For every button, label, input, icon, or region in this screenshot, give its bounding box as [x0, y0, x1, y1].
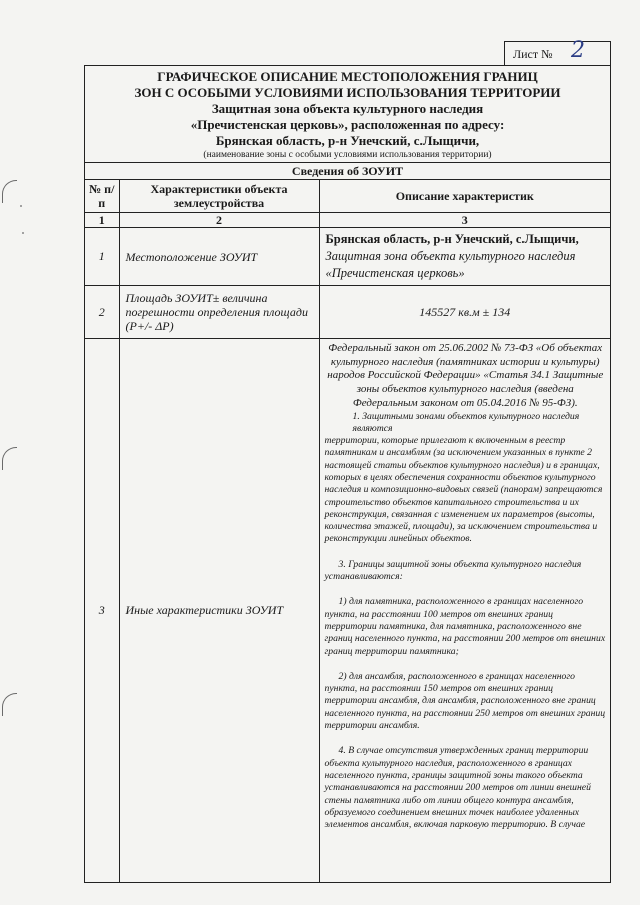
- document-frame: [84, 65, 611, 883]
- binder-hole-mark: [2, 693, 17, 716]
- paragraph-3-1: 1) для памятника, расположенного в границах населенного пункта, на расстоянии 100 метров от внешних границ территории памятника, для памятника, расположенного вне границ населенного пункта, на расстоянии 200 метров от внешних границ территории памятника;: [324, 596, 606, 657]
- header-line-5: Брянская область, р-н Унечский, с.Лыщичи,: [215, 133, 480, 148]
- row-characteristic: Площадь ЗОУИТ± величина погрешности определения площади (Р+/- ΔР): [119, 286, 319, 339]
- table-header-row: [85, 180, 610, 213]
- column-header-characteristic: Характеристики объекта землеустройства: [119, 180, 319, 213]
- table-row: [85, 228, 610, 286]
- row-index: 2: [85, 286, 119, 339]
- header-line-1: ГРАФИЧЕСКОЕ ОПИСАНИЕ МЕСТОПОЛОЖЕНИЯ ГРАНИЦ: [157, 69, 538, 84]
- section-title: Сведения об ЗОУИТ: [85, 162, 610, 179]
- column-header-num: № п/п: [85, 180, 119, 213]
- row-description: 145527 кв.м ± 134: [319, 286, 610, 339]
- paragraph-3: 3. Границы защитной зоны объекта культурного наследия устанавливаются:: [324, 558, 582, 583]
- column-header-description: Описание характеристик: [319, 180, 610, 213]
- row-characteristic: Иные характеристики ЗОУИТ: [119, 339, 319, 882]
- sheet-number-handwritten: 2: [571, 38, 585, 63]
- header-note: (наименование зоны с особыми условиями использования территории): [203, 150, 492, 160]
- row-description: [319, 339, 610, 882]
- characteristics-table: [85, 179, 610, 882]
- paragraph-4: 4. В случае отсутствия утвержденных границ территории объекта культурного наследия, расположенного в границах населенного пункта, границы защитной зоны такого объекта устанавливаются на расстоянии 200 метров от линии внешней стены памятника либо от линии общего контура ансамбля, образуемого соединением внешних точек наиболее удаленных элементов ансамбля, включая парковую территорию. В случае: [324, 745, 591, 831]
- paragraph-1-body: территории, которые прилегают к включенным в реестр памятникам и ансамблям (за исключением указанных в пункте 2 настоящей статьи объектов культурного наследия) и в границах, которых в целях обеспечения сохранности объектов культурного наследия и композиционно-видовых связей (панорам) запрещаются строительство объектов капитального строительства и их реконструкция, связанная с изменением их параметров (высоты, количества этажей, площади), за исключением строительства и реконструкции линейных объектов.: [324, 435, 603, 545]
- location-zone-name: Защитная зона объекта культурного наследия «Пречистенская церковь»: [325, 249, 576, 280]
- sheet-number-box: [504, 38, 611, 65]
- law-reference: Федеральный закон от 25.06.2002 № 73-ФЗ «Об объектах культурного наследия (памятниках истории и культуры) народов Российской Федерации» «Статья 34.1 Защитные зоны объектов культурного наследия (введена Федеральным законом от 05.04.2016 № 95-ФЗ).: [327, 342, 604, 409]
- column-number-row: [85, 213, 610, 228]
- column-number-2: 2: [119, 213, 319, 228]
- binder-hole-mark: [2, 447, 17, 470]
- column-number-3: 3: [319, 213, 610, 228]
- document-header: [85, 66, 610, 162]
- row-index: 1: [85, 228, 119, 286]
- sheet-label: Лист №: [513, 47, 553, 61]
- location-address: Брянская область, р-н Унечский, с.Лыщичи,: [325, 232, 579, 246]
- paragraph-1-head: 1. Защитными зонами объектов культурного наследия являются: [352, 410, 580, 434]
- header-line-4: «Пречистенская церковь», расположенная по адресу:: [190, 117, 505, 132]
- header-line-2: ЗОН С ОСОБЫМИ УСЛОВИЯМИ ИСПОЛЬЗОВАНИЯ ТЕРРИТОРИИ: [134, 85, 561, 100]
- binder-hole-mark: [2, 180, 17, 203]
- table-row: [85, 286, 610, 339]
- row-index: 3: [85, 339, 119, 882]
- scan-speck: [20, 205, 22, 207]
- column-number-1: 1: [85, 213, 119, 228]
- table-row: [85, 339, 610, 882]
- header-line-3: Защитная зона объекта культурного наследия: [211, 101, 484, 116]
- row-characteristic: Местоположение ЗОУИТ: [119, 228, 319, 286]
- paragraph-3-2: 2) для ансамбля, расположенного в границах населенного пункта, на расстоянии 150 метров от внешних границ территории ансамбля, для ансамбля, расположенного вне границ населенного пункта, на расстоянии 250 метров от внешних границ территории ансамбля.: [324, 670, 606, 732]
- row-description: [319, 228, 610, 286]
- scan-speck: [22, 232, 24, 234]
